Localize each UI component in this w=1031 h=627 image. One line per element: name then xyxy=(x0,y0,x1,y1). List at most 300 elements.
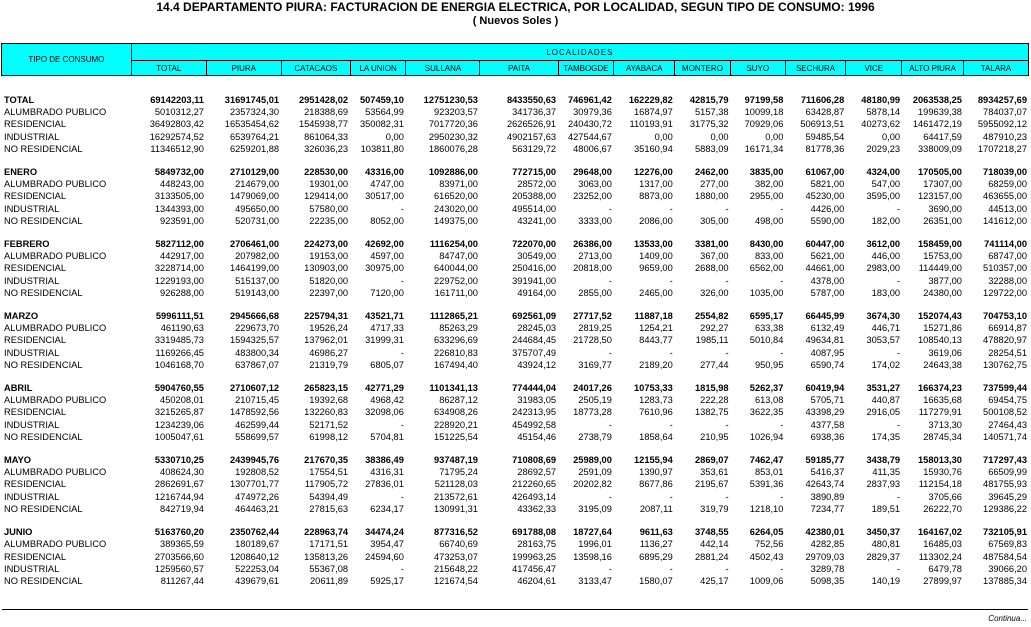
table-row xyxy=(1,394,1029,406)
table-cell: 38386,49 xyxy=(365,455,404,466)
table-cell: 18773,28 xyxy=(573,407,612,418)
table-cell: 24017,26 xyxy=(573,383,612,394)
table-cell: 121674,54 xyxy=(434,575,478,586)
table-cell: 3690,00 xyxy=(928,203,962,214)
section-name: ENERO xyxy=(4,167,38,178)
table-cell: 3877,00 xyxy=(928,275,962,286)
table-cell: - xyxy=(608,347,612,358)
table-cell: 1815,98 xyxy=(694,383,729,394)
table-cell: 112154,18 xyxy=(918,479,962,490)
table-cell: 30517,00 xyxy=(365,191,404,202)
table-row xyxy=(1,215,1029,227)
row-label: NO RESIDENCIAL xyxy=(4,359,83,370)
row-label: NO RESIDENCIAL xyxy=(4,431,83,442)
table-cell: 547,00 xyxy=(871,179,901,190)
table-cell: 5787,00 xyxy=(810,287,845,298)
table-cell: 6805,07 xyxy=(370,359,404,370)
table-cell: 40273,62 xyxy=(861,119,901,130)
table-cell: 189,51 xyxy=(871,503,901,514)
table-cell: 448243,00 xyxy=(160,179,204,190)
section-name: MARZO xyxy=(4,311,39,322)
table-cell: 4316,31 xyxy=(370,467,404,478)
table-cell: 3612,00 xyxy=(866,239,901,250)
row-label: NO RESIDENCIAL xyxy=(4,575,83,586)
table-cell: 341736,37 xyxy=(512,107,557,118)
section-spacer xyxy=(1,155,1029,166)
table-cell: 32098,06 xyxy=(365,407,404,418)
table-cell: 2439945,76 xyxy=(229,455,280,466)
table-cell: 69142203,11 xyxy=(150,95,204,105)
table-row xyxy=(1,190,1029,202)
table-cell: - xyxy=(669,347,673,358)
table-cell: 1092886,00 xyxy=(428,167,478,178)
table-cell: 1254,21 xyxy=(639,323,673,334)
table-cell: 691788,08 xyxy=(512,527,557,538)
table-cell: 4502,43 xyxy=(749,551,784,562)
table-cell: 1116254,00 xyxy=(429,239,478,250)
table-cell: 8430,00 xyxy=(749,239,784,250)
table-cell: 5157,38 xyxy=(694,107,729,118)
table-cell: 1545938,77 xyxy=(298,119,349,130)
table-cell: 338009,09 xyxy=(918,143,962,154)
table-cell: 2029,23 xyxy=(866,143,901,154)
table-cell: 19301,00 xyxy=(309,179,349,190)
table-cell: 192808,52 xyxy=(235,467,280,478)
table-cell: 71795,24 xyxy=(439,467,478,478)
table-cell: 6259201,88 xyxy=(229,143,280,154)
table-cell: 30549,00 xyxy=(517,251,557,262)
table-cell: - xyxy=(780,491,784,502)
table-cell: 1996,01 xyxy=(578,539,612,550)
table-cell: 2951428,02 xyxy=(298,95,349,105)
table-cell: 1390,97 xyxy=(639,467,673,478)
table-cell: 5996111,51 xyxy=(155,311,204,322)
table-cell: 6539764,21 xyxy=(229,131,280,142)
column-header: ALTO PIURA xyxy=(902,61,964,76)
table-cell: 24643,38 xyxy=(923,359,962,370)
table-cell: 151225,54 xyxy=(434,431,478,442)
section-total-row xyxy=(1,454,1029,466)
table-cell: 950,95 xyxy=(754,359,784,370)
table-cell: 16874,97 xyxy=(634,107,673,118)
table-cell: 937487,19 xyxy=(434,455,478,466)
table-cell: 6234,17 xyxy=(370,503,404,514)
table-cell: 2688,00 xyxy=(694,263,729,274)
table-cell: 5704,81 xyxy=(370,431,404,442)
section-spacer xyxy=(1,371,1029,382)
table-cell: 11887,18 xyxy=(634,311,673,322)
section-spacer xyxy=(1,299,1029,310)
table-cell: 1580,07 xyxy=(639,575,673,586)
table-cell: 12155,94 xyxy=(634,455,673,466)
table-cell: 8433550,63 xyxy=(506,95,557,105)
table-cell: 640044,00 xyxy=(434,263,478,274)
table-cell: 522253,04 xyxy=(235,563,280,574)
table-cell: 4426,00 xyxy=(810,203,845,214)
table-cell: 28572,00 xyxy=(517,179,557,190)
table-cell: - xyxy=(725,275,729,286)
table-cell: 1216744,94 xyxy=(154,491,204,502)
table-cell: 2950230,32 xyxy=(428,131,478,142)
table-cell: 784037,07 xyxy=(983,107,1027,118)
table-cell: 17554,51 xyxy=(309,467,349,478)
table-cell: 3228714,00 xyxy=(154,263,204,274)
table-cell: 463655,00 xyxy=(983,191,1027,202)
table-cell: 4282,85 xyxy=(810,539,845,550)
table-cell: 3215265,87 xyxy=(154,407,204,418)
table-cell: 214679,00 xyxy=(235,179,280,190)
table-cell: 229673,70 xyxy=(235,323,280,334)
table-cell: 213572,61 xyxy=(434,491,478,502)
column-header: AYABACA xyxy=(614,61,675,76)
table-cell: 250416,00 xyxy=(512,263,557,274)
row-label: ALUMBRADO PUBLICO xyxy=(4,323,107,334)
table-cell: 28745,34 xyxy=(923,431,962,442)
table-cell: 833,00 xyxy=(754,251,784,262)
table-cell: 3289,78 xyxy=(810,563,845,574)
table-cell: 19153,00 xyxy=(309,251,349,262)
table-cell: 2063538,25 xyxy=(912,95,962,105)
table-cell: - xyxy=(780,419,784,430)
table-cell: 4377,58 xyxy=(810,419,845,430)
table-cell: 11346512,90 xyxy=(150,143,204,154)
section-total-row xyxy=(1,310,1029,322)
table-cell: 480,81 xyxy=(871,539,901,550)
table-cell: 199963,25 xyxy=(512,551,557,562)
column-header: PIURA xyxy=(206,61,281,76)
table-cell: 718039,00 xyxy=(983,167,1027,178)
table-cell: 842719,94 xyxy=(160,503,204,514)
table-cell: 613,08 xyxy=(754,395,784,406)
table-cell: 55367,08 xyxy=(309,563,349,574)
table-cell: - xyxy=(780,203,784,214)
table-cell: 132260,83 xyxy=(304,407,349,418)
table-cell: 48006,67 xyxy=(573,143,612,154)
table-cell: 3133505,00 xyxy=(154,191,204,202)
table-cell: 137885,34 xyxy=(983,575,1027,586)
table-row xyxy=(1,178,1029,190)
row-label: NO RESIDENCIAL xyxy=(4,215,83,226)
table-row xyxy=(1,503,1029,515)
table-cell: 61067,00 xyxy=(805,167,845,178)
column-header: TALARA xyxy=(964,61,1029,76)
table-cell: 483800,34 xyxy=(235,347,280,358)
table-cell: 634908,26 xyxy=(434,407,478,418)
table-cell: 28254,51 xyxy=(988,347,1027,358)
table-cell: 57580,00 xyxy=(309,203,349,214)
table-cell: 2738,79 xyxy=(578,431,612,442)
table-cell: 1985,11 xyxy=(695,335,729,346)
table-cell: 53564,99 xyxy=(365,107,404,118)
table-cell: 5849732,00 xyxy=(154,167,204,178)
table-cell: 140571,74 xyxy=(983,431,1027,442)
table-cell: 6479,78 xyxy=(928,563,962,574)
table-cell: 521128,03 xyxy=(434,479,478,490)
table-cell: 4087,95 xyxy=(810,347,845,358)
row-label: RESIDENCIAL xyxy=(4,263,66,274)
table-cell: 2710129,00 xyxy=(229,167,280,178)
table-cell: 28245,03 xyxy=(517,323,557,334)
row-label: INDUSTRIAL xyxy=(4,131,60,142)
table-cell: - xyxy=(725,419,729,430)
table-cell: 2819,25 xyxy=(578,323,612,334)
table-cell: 633296,69 xyxy=(434,335,478,346)
table-cell: - xyxy=(780,563,784,574)
table-cell: 319,79 xyxy=(700,503,729,514)
column-header: LA UNION xyxy=(350,61,406,76)
table-cell: 59185,77 xyxy=(805,455,845,466)
table-cell: 52171,52 xyxy=(309,419,349,430)
table-cell: 498,00 xyxy=(754,215,784,226)
table-cell: 25989,00 xyxy=(573,455,612,466)
table-cell: 129386,22 xyxy=(983,503,1027,514)
table-cell: 48180,99 xyxy=(861,95,901,105)
table-cell: 43362,33 xyxy=(517,503,557,514)
table-cell: 218388,69 xyxy=(304,107,349,118)
table-cell: 67569,83 xyxy=(988,539,1027,550)
table-cell: 3063,00 xyxy=(578,179,612,190)
table-cell: 1594325,57 xyxy=(229,335,280,346)
table-cell: 2087,11 xyxy=(639,503,673,514)
table-cell: 129722,00 xyxy=(983,287,1027,298)
table-row xyxy=(1,538,1029,550)
row-label: RESIDENCIAL xyxy=(4,551,66,562)
table-cell: 5821,00 xyxy=(810,179,845,190)
table-cell: 158013,30 xyxy=(918,455,962,466)
table-cell: 417456,47 xyxy=(512,563,557,574)
row-label: RESIDENCIAL xyxy=(4,335,66,346)
table-cell: 326036,23 xyxy=(304,143,349,154)
table-cell: 10099,18 xyxy=(744,107,784,118)
table-cell: 2357324,30 xyxy=(229,107,280,118)
row-label: ALUMBRADO PUBLICO xyxy=(4,251,107,262)
table-cell: 1136,27 xyxy=(639,539,673,550)
table-cell: 446,00 xyxy=(871,251,901,262)
table-cell: 442917,00 xyxy=(160,251,204,262)
data-table xyxy=(1,94,1029,587)
table-cell: 853,01 xyxy=(754,467,784,478)
table-cell: 6895,29 xyxy=(639,551,673,562)
table-cell: 167494,40 xyxy=(434,359,478,370)
table-cell: 741114,00 xyxy=(984,239,1027,250)
table-cell: 152074,43 xyxy=(918,311,962,322)
table-cell: 507459,10 xyxy=(359,95,404,105)
table-cell: 2465,00 xyxy=(639,287,673,298)
table-cell: 68747,00 xyxy=(988,251,1027,262)
table-cell: 439679,61 xyxy=(235,575,280,586)
section-total-row xyxy=(1,94,1029,106)
table-cell: 408624,30 xyxy=(160,467,204,478)
table-cell: 500108,52 xyxy=(983,407,1027,418)
table-row xyxy=(1,406,1029,418)
table-cell: 8677,86 xyxy=(639,479,673,490)
table-title: 14.4 DEPARTAMENTO PIURA: FACTURACION DE ENERGIA ELECTRICA, POR LOCALIDAD, SEGUN TIPO DE CONSUMO: 1996 xyxy=(156,0,875,14)
table-cell: 224273,00 xyxy=(304,239,349,250)
table-cell: 0,00 xyxy=(710,131,729,142)
table-cell: 1307701,77 xyxy=(229,479,280,490)
section-name: MAYO xyxy=(4,455,32,466)
row-label: ALUMBRADO PUBLICO xyxy=(4,179,107,190)
table-cell: 6264,05 xyxy=(749,527,784,538)
header-tipo-consumo: TIPO DE CONSUMO xyxy=(2,44,132,76)
table-cell: 3954,47 xyxy=(370,539,404,550)
table-cell: 8873,00 xyxy=(639,191,673,202)
table-cell: 158459,00 xyxy=(918,239,962,250)
row-label: NO RESIDENCIAL xyxy=(4,287,83,298)
table-cell: 182,00 xyxy=(871,215,901,226)
table-cell: 464463,21 xyxy=(235,503,280,514)
section-total-row xyxy=(1,166,1029,178)
table-cell: 110193,91 xyxy=(629,119,673,130)
table-cell: 2591,09 xyxy=(578,467,612,478)
table-cell: 205388,00 xyxy=(512,191,557,202)
table-cell: 31999,31 xyxy=(365,335,404,346)
table-cell: 3450,37 xyxy=(866,527,901,538)
table-cell: 16485,03 xyxy=(923,539,962,550)
table-cell: 164167,02 xyxy=(918,527,962,538)
table-cell: 563129,72 xyxy=(512,143,557,154)
table-cell: - xyxy=(780,275,784,286)
table-cell: 199639,38 xyxy=(918,107,962,118)
table-cell: - xyxy=(896,419,901,430)
table-cell: 51820,00 xyxy=(309,275,349,286)
table-cell: 637867,07 xyxy=(235,359,280,370)
table-cell: 3622,35 xyxy=(749,407,784,418)
column-header: CATACAOS xyxy=(281,61,350,76)
table-cell: 704753,10 xyxy=(983,311,1027,322)
table-cell: 1046168,70 xyxy=(154,359,204,370)
table-cell: 461190,63 xyxy=(160,323,204,334)
table-cell: 5621,00 xyxy=(810,251,845,262)
row-label: NO RESIDENCIAL xyxy=(4,503,83,514)
table-cell: 174,02 xyxy=(871,359,901,370)
table-cell: 22235,00 xyxy=(309,215,349,226)
table-cell: 2462,00 xyxy=(694,167,729,178)
row-label: RESIDENCIAL xyxy=(4,191,66,202)
table-cell: 24594,60 xyxy=(365,551,404,562)
table-cell: 427544,67 xyxy=(567,131,612,142)
table-cell: 1858,64 xyxy=(639,431,673,442)
table-cell: 811267,44 xyxy=(160,575,204,586)
table-cell: 1479069,00 xyxy=(229,191,280,202)
table-cell: 215648,22 xyxy=(434,563,478,574)
table-cell: 462599,44 xyxy=(235,419,280,430)
table-cell: 130903,00 xyxy=(304,263,349,274)
table-cell: 737599,44 xyxy=(983,383,1027,394)
table-cell: 17171,51 xyxy=(309,539,349,550)
table-cell: - xyxy=(669,419,673,430)
table-cell: 42643,74 xyxy=(805,479,845,490)
table-cell: 8934257,69 xyxy=(977,95,1027,105)
table-cell: 43521,71 xyxy=(365,311,404,322)
table-cell: 5925,17 xyxy=(370,575,404,586)
table-cell: 0,00 xyxy=(385,131,404,142)
table-cell: 5010,84 xyxy=(749,335,784,346)
table-cell: 16635,68 xyxy=(923,395,962,406)
table-cell: 353,61 xyxy=(700,467,729,478)
column-header: SUYO xyxy=(730,61,785,76)
table-cell: 722070,00 xyxy=(512,239,557,250)
table-cell: 510357,00 xyxy=(983,263,1027,274)
table-cell: 31691745,01 xyxy=(224,95,280,105)
table-cell: 13533,00 xyxy=(634,239,673,250)
table-cell: 454992,58 xyxy=(512,419,557,430)
table-cell: 426493,14 xyxy=(512,491,557,502)
table-cell: 277,44 xyxy=(700,359,729,370)
table-cell: 30979,36 xyxy=(573,107,612,118)
table-row xyxy=(1,203,1029,215)
table-cell: 425,17 xyxy=(700,575,729,586)
table-cell: 5416,37 xyxy=(810,467,845,478)
row-label: RESIDENCIAL xyxy=(4,407,66,418)
table-cell: 20202,82 xyxy=(573,479,612,490)
table-cell: 2881,24 xyxy=(694,551,729,562)
table-cell: 21319,79 xyxy=(309,359,349,370)
table-cell: - xyxy=(608,275,612,286)
table-cell: 1880,00 xyxy=(694,191,729,202)
table-cell: 1026,94 xyxy=(749,431,784,442)
table-cell: 4968,42 xyxy=(370,395,404,406)
continua-note: Continua... xyxy=(988,614,1027,623)
table-cell: 2855,00 xyxy=(578,287,612,298)
table-cell: 2706461,00 xyxy=(229,239,280,250)
table-cell: 66509,99 xyxy=(988,467,1027,478)
table-cell: 84747,00 xyxy=(439,251,478,262)
table-cell: 2350762,44 xyxy=(229,527,280,538)
table-cell: 487910,23 xyxy=(983,131,1027,142)
row-label: ALUMBRADO PUBLICO xyxy=(4,107,107,118)
table-row xyxy=(1,334,1029,346)
table-cell: - xyxy=(400,203,404,214)
table-cell: 27464,43 xyxy=(988,419,1027,430)
table-cell: 97199,58 xyxy=(744,95,784,105)
table-cell: 243020,00 xyxy=(434,203,478,214)
row-label: INDUSTRIAL xyxy=(4,275,60,286)
table-cell: 710808,69 xyxy=(512,455,557,466)
table-cell: 389365,59 xyxy=(160,539,204,550)
table-cell: 5590,00 xyxy=(810,215,845,226)
table-cell: 5878,14 xyxy=(866,107,901,118)
table-cell: 481755,93 xyxy=(983,479,1027,490)
table-cell: 3835,00 xyxy=(749,167,784,178)
table-cell: 861064,33 xyxy=(304,131,349,142)
section-spacer xyxy=(1,443,1029,454)
table-cell: 5391,36 xyxy=(749,479,784,490)
table-cell: 0,00 xyxy=(765,131,784,142)
table-cell: 440,87 xyxy=(871,395,901,406)
table-cell: 212260,65 xyxy=(512,479,557,490)
table-cell: 1409,00 xyxy=(639,251,673,262)
table-cell: 240430,72 xyxy=(567,119,612,130)
table-cell: 54394,49 xyxy=(309,491,349,502)
table-cell: 3319485,73 xyxy=(154,335,204,346)
table-cell: - xyxy=(400,419,404,430)
table-cell: - xyxy=(669,563,673,574)
table-row xyxy=(1,491,1029,503)
row-label: INDUSTRIAL xyxy=(4,347,60,358)
table-cell: 46204,61 xyxy=(517,575,557,586)
section-name: JUNIO xyxy=(4,527,33,538)
table-cell: 2869,07 xyxy=(694,455,729,466)
table-cell: - xyxy=(400,491,404,502)
table-cell: 6132,49 xyxy=(810,323,845,334)
table-cell: 117905,72 xyxy=(304,479,349,490)
section-spacer xyxy=(1,227,1029,238)
table-cell: 6595,17 xyxy=(749,311,784,322)
table-cell: 1283,73 xyxy=(639,395,673,406)
table-cell: 2703566,60 xyxy=(154,551,204,562)
table-cell: - xyxy=(896,203,901,214)
